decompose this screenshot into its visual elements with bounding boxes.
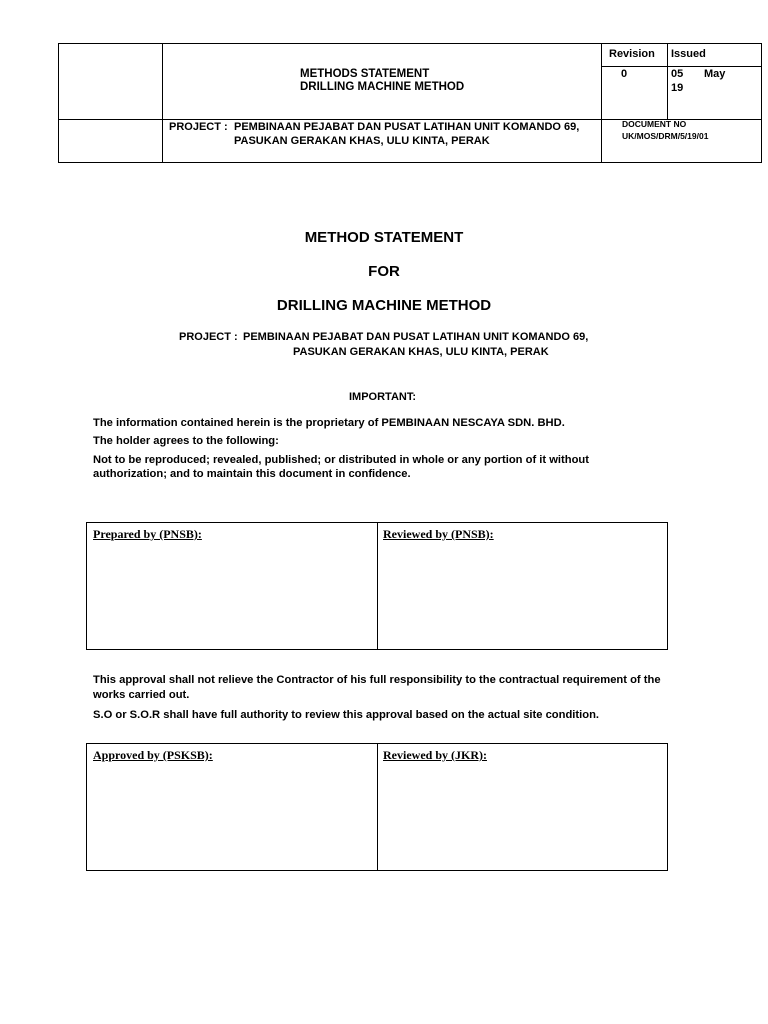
title-for: FOR: [368, 263, 400, 280]
signature-divider: [377, 523, 378, 649]
header-divider: [667, 44, 668, 119]
important-text: The information contained herein is the proprietary of PEMBINAAN NESCAYA SDN. BHD.: [93, 417, 565, 429]
approved-by-label: Approved by (PSKSB):: [93, 748, 213, 762]
header-doc-title: DRILLING MACHINE METHOD: [300, 81, 465, 93]
approval-note: S.O or S.O.R shall have full authority to review this approval based on the actual site condition.: [93, 709, 600, 721]
project-line2: PASUKAN GERAKAN KHAS, ULU KINTA, PERAK: [293, 346, 549, 358]
issued-label: Issued: [671, 48, 706, 60]
project-line1: PEMBINAAN PEJABAT DAN PUSAT LATIHAN UNIT KOMANDO 69,: [243, 331, 589, 343]
page-title: METHOD STATEMENT: [304, 229, 464, 246]
approval-note: This approval shall not relieve the Contractor of his full responsibility to the contractual requirement of the: [93, 674, 661, 686]
header-divider: [601, 44, 602, 162]
reviewed-by-pnsb-label: Reviewed by (PNSB):: [383, 527, 494, 541]
issued-day: 05: [671, 68, 684, 80]
important-text: Not to be reproduced; revealed, published; or distributed in whole or any portion of it without: [93, 454, 589, 466]
important-text: authorization; and to maintain this document in confidence.: [93, 468, 411, 480]
header-project-line2: PASUKAN GERAKAN KHAS, ULU KINTA, PERAK: [234, 135, 490, 147]
title-subject: DRILLING MACHINE METHOD: [276, 297, 492, 314]
issued-year: 19: [671, 82, 684, 94]
header-doc-type: METHODS STATEMENT: [300, 68, 430, 80]
important-heading: IMPORTANT:: [349, 391, 417, 403]
prepared-by-label: Prepared by (PNSB):: [93, 527, 202, 541]
signature-box-top: [86, 522, 668, 650]
header-project-line1: PEMBINAAN PEJABAT DAN PUSAT LATIHAN UNIT KOMANDO 69,: [234, 121, 580, 133]
project-label: PROJECT :: [179, 331, 238, 343]
issued-month: May: [704, 68, 726, 80]
revision-value: 0: [621, 68, 628, 80]
header-project-label: PROJECT :: [169, 121, 228, 133]
document-no-value: UK/MOS/DRM/5/19/01: [622, 131, 709, 141]
header-divider: [601, 66, 761, 67]
revision-label: Revision: [609, 48, 655, 60]
header-divider: [162, 44, 163, 162]
important-text: The holder agrees to the following:: [93, 435, 279, 447]
document-no-label: DOCUMENT NO: [622, 119, 687, 129]
reviewed-by-jkr-label: Reviewed by (JKR):: [383, 748, 487, 762]
signature-divider: [377, 744, 378, 870]
signature-box-bottom: [86, 743, 668, 871]
approval-note: works carried out.: [93, 689, 190, 701]
